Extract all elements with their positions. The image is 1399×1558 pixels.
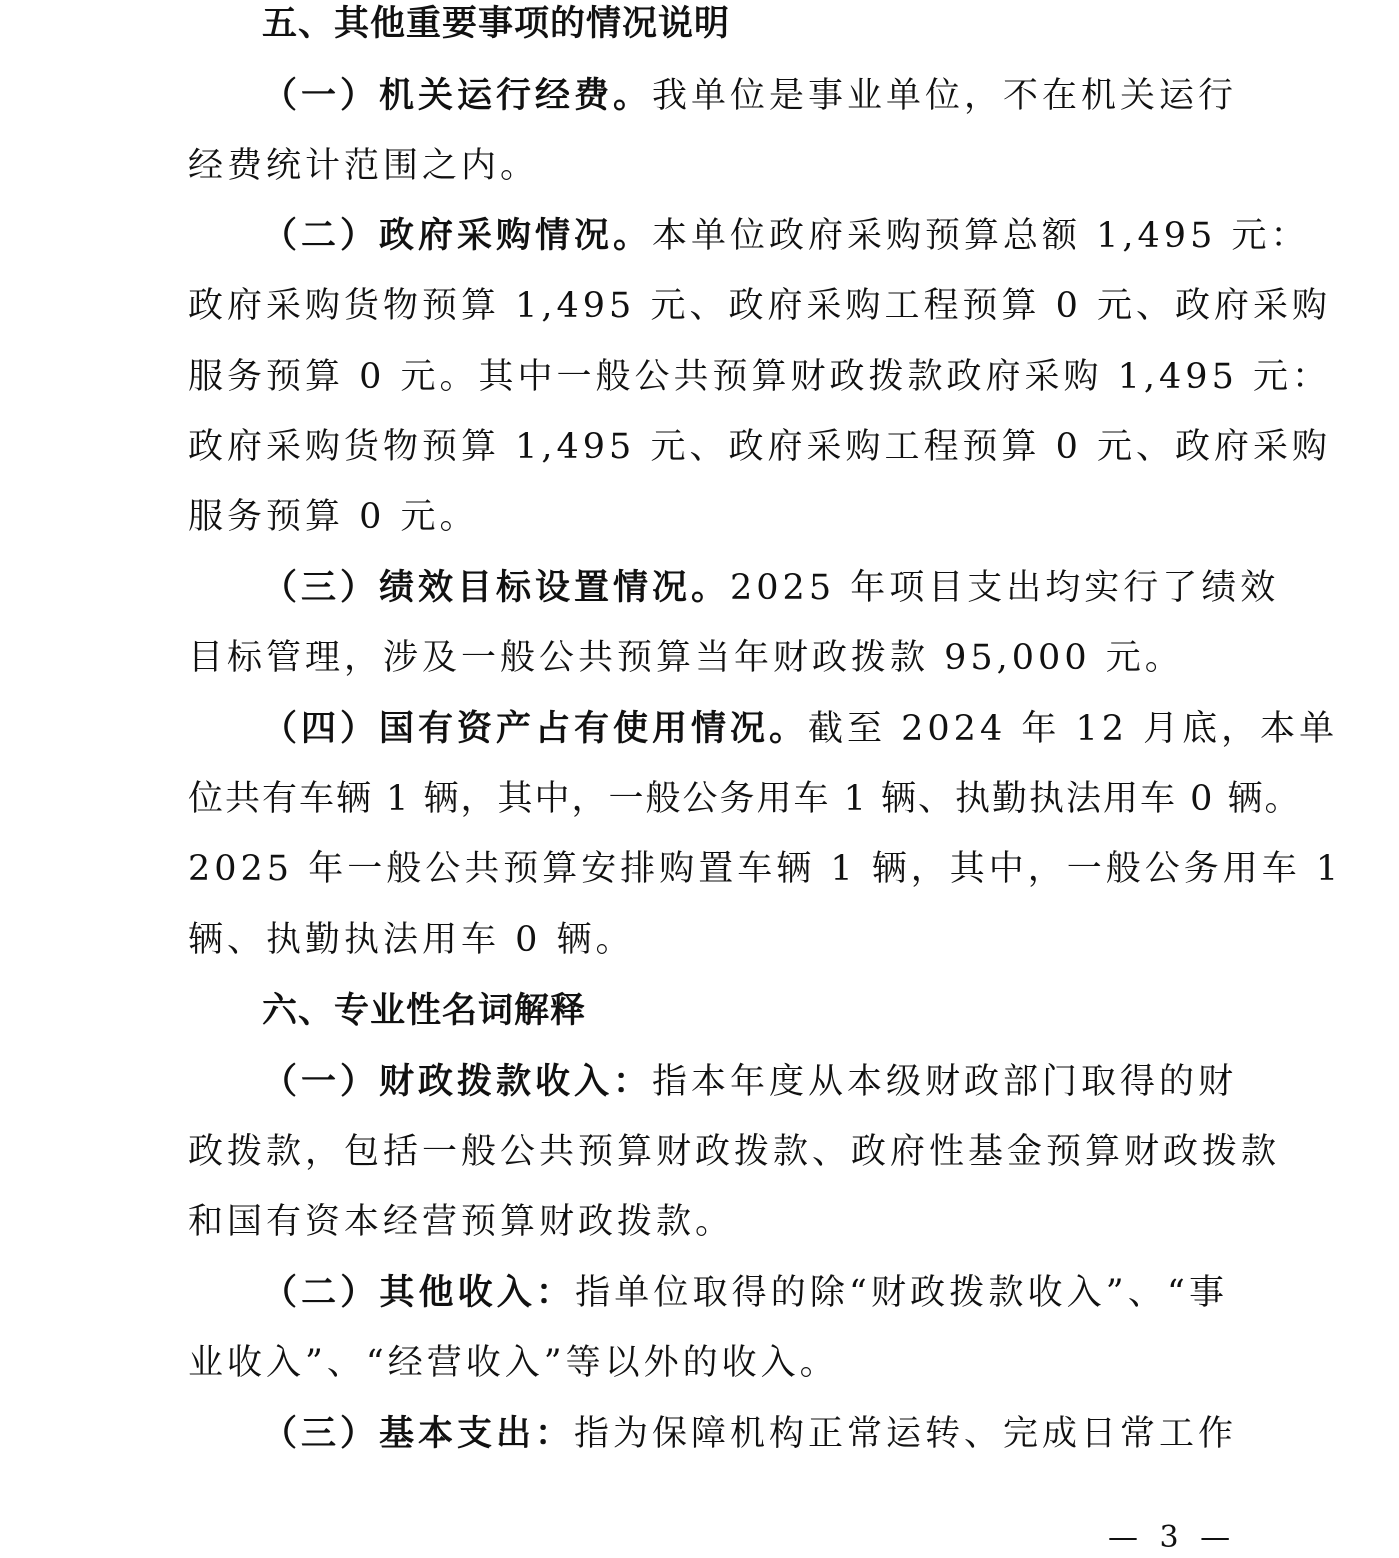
paragraph-line: （一）机关运行经费。我单位是事业单位，不在机关运行: [262, 75, 1238, 116]
paragraph-line: 业收入”、“经营收入”等以外的收入。: [188, 1343, 839, 1383]
paragraph-line: 经费统计范围之内。: [188, 146, 540, 186]
paragraph-line: 政府采购货物预算 1,495 元、政府采购工程预算 0 元、政府采购: [188, 427, 1331, 467]
item-label: （四）国有资产占有使用情况。: [262, 708, 809, 749]
paragraph-line: 位共有车辆 1 辆，其中，一般公务用车 1 辆、执勤执法用车 0 辆。: [188, 779, 1302, 819]
paragraph-line: 2025 年一般公共预算安排购置车辆 1 辆，其中，一般公务用车 1: [188, 849, 1343, 889]
paragraph-line: 政府采购货物预算 1,495 元、政府采购工程预算 0 元、政府采购: [188, 286, 1331, 326]
paragraph-line: （一）财政拨款收入：指本年度从本级财政部门取得的财: [262, 1061, 1238, 1102]
paragraph-line: 目标管理，涉及一般公共预算当年财政拨款 95,000 元。: [188, 638, 1184, 678]
item-label: （一）财政拨款收入：: [262, 1061, 653, 1102]
item-label: （一）机关运行经费。: [262, 75, 653, 116]
paragraph-line: 服务预算 0 元。: [188, 497, 479, 537]
paragraph-line: （三）绩效目标设置情况。2025 年项目支出均实行了绩效: [262, 567, 1280, 608]
section-heading-five: 五、其他重要事项的情况说明: [262, 4, 731, 44]
paragraph-line: 服务预算 0 元。其中一般公共预算财政拨款政府采购 1,495 元：: [188, 357, 1331, 397]
item-label: （三）基本支出：: [262, 1413, 575, 1454]
item-label: （三）绩效目标设置情况。: [262, 567, 731, 608]
paragraph-line: 和国有资本经营预算财政拨款。: [188, 1202, 735, 1242]
paragraph-line: （三）基本支出：指为保障机构正常运转、完成日常工作: [262, 1413, 1238, 1454]
paragraph-line: （二）其他收入：指单位取得的除“财政拨款收入”、“事: [262, 1272, 1228, 1313]
paragraph-line: （二）政府采购情况。本单位政府采购预算总额 1,495 元：: [262, 215, 1310, 256]
paragraph-line: 政拨款，包括一般公共预算财政拨款、政府性基金预算财政拨款: [188, 1132, 1281, 1172]
section-heading-six: 六、专业性名词解释: [262, 991, 587, 1031]
item-label: （二）其他收入：: [262, 1272, 576, 1313]
page-number: — 3 —: [1108, 1520, 1237, 1555]
paragraph-line: 辆、执勤执法用车 0 辆。: [188, 920, 635, 960]
item-label: （二）政府采购情况。: [262, 215, 653, 256]
paragraph-line: （四）国有资产占有使用情况。截至 2024 年 12 月底，本单: [262, 708, 1339, 749]
